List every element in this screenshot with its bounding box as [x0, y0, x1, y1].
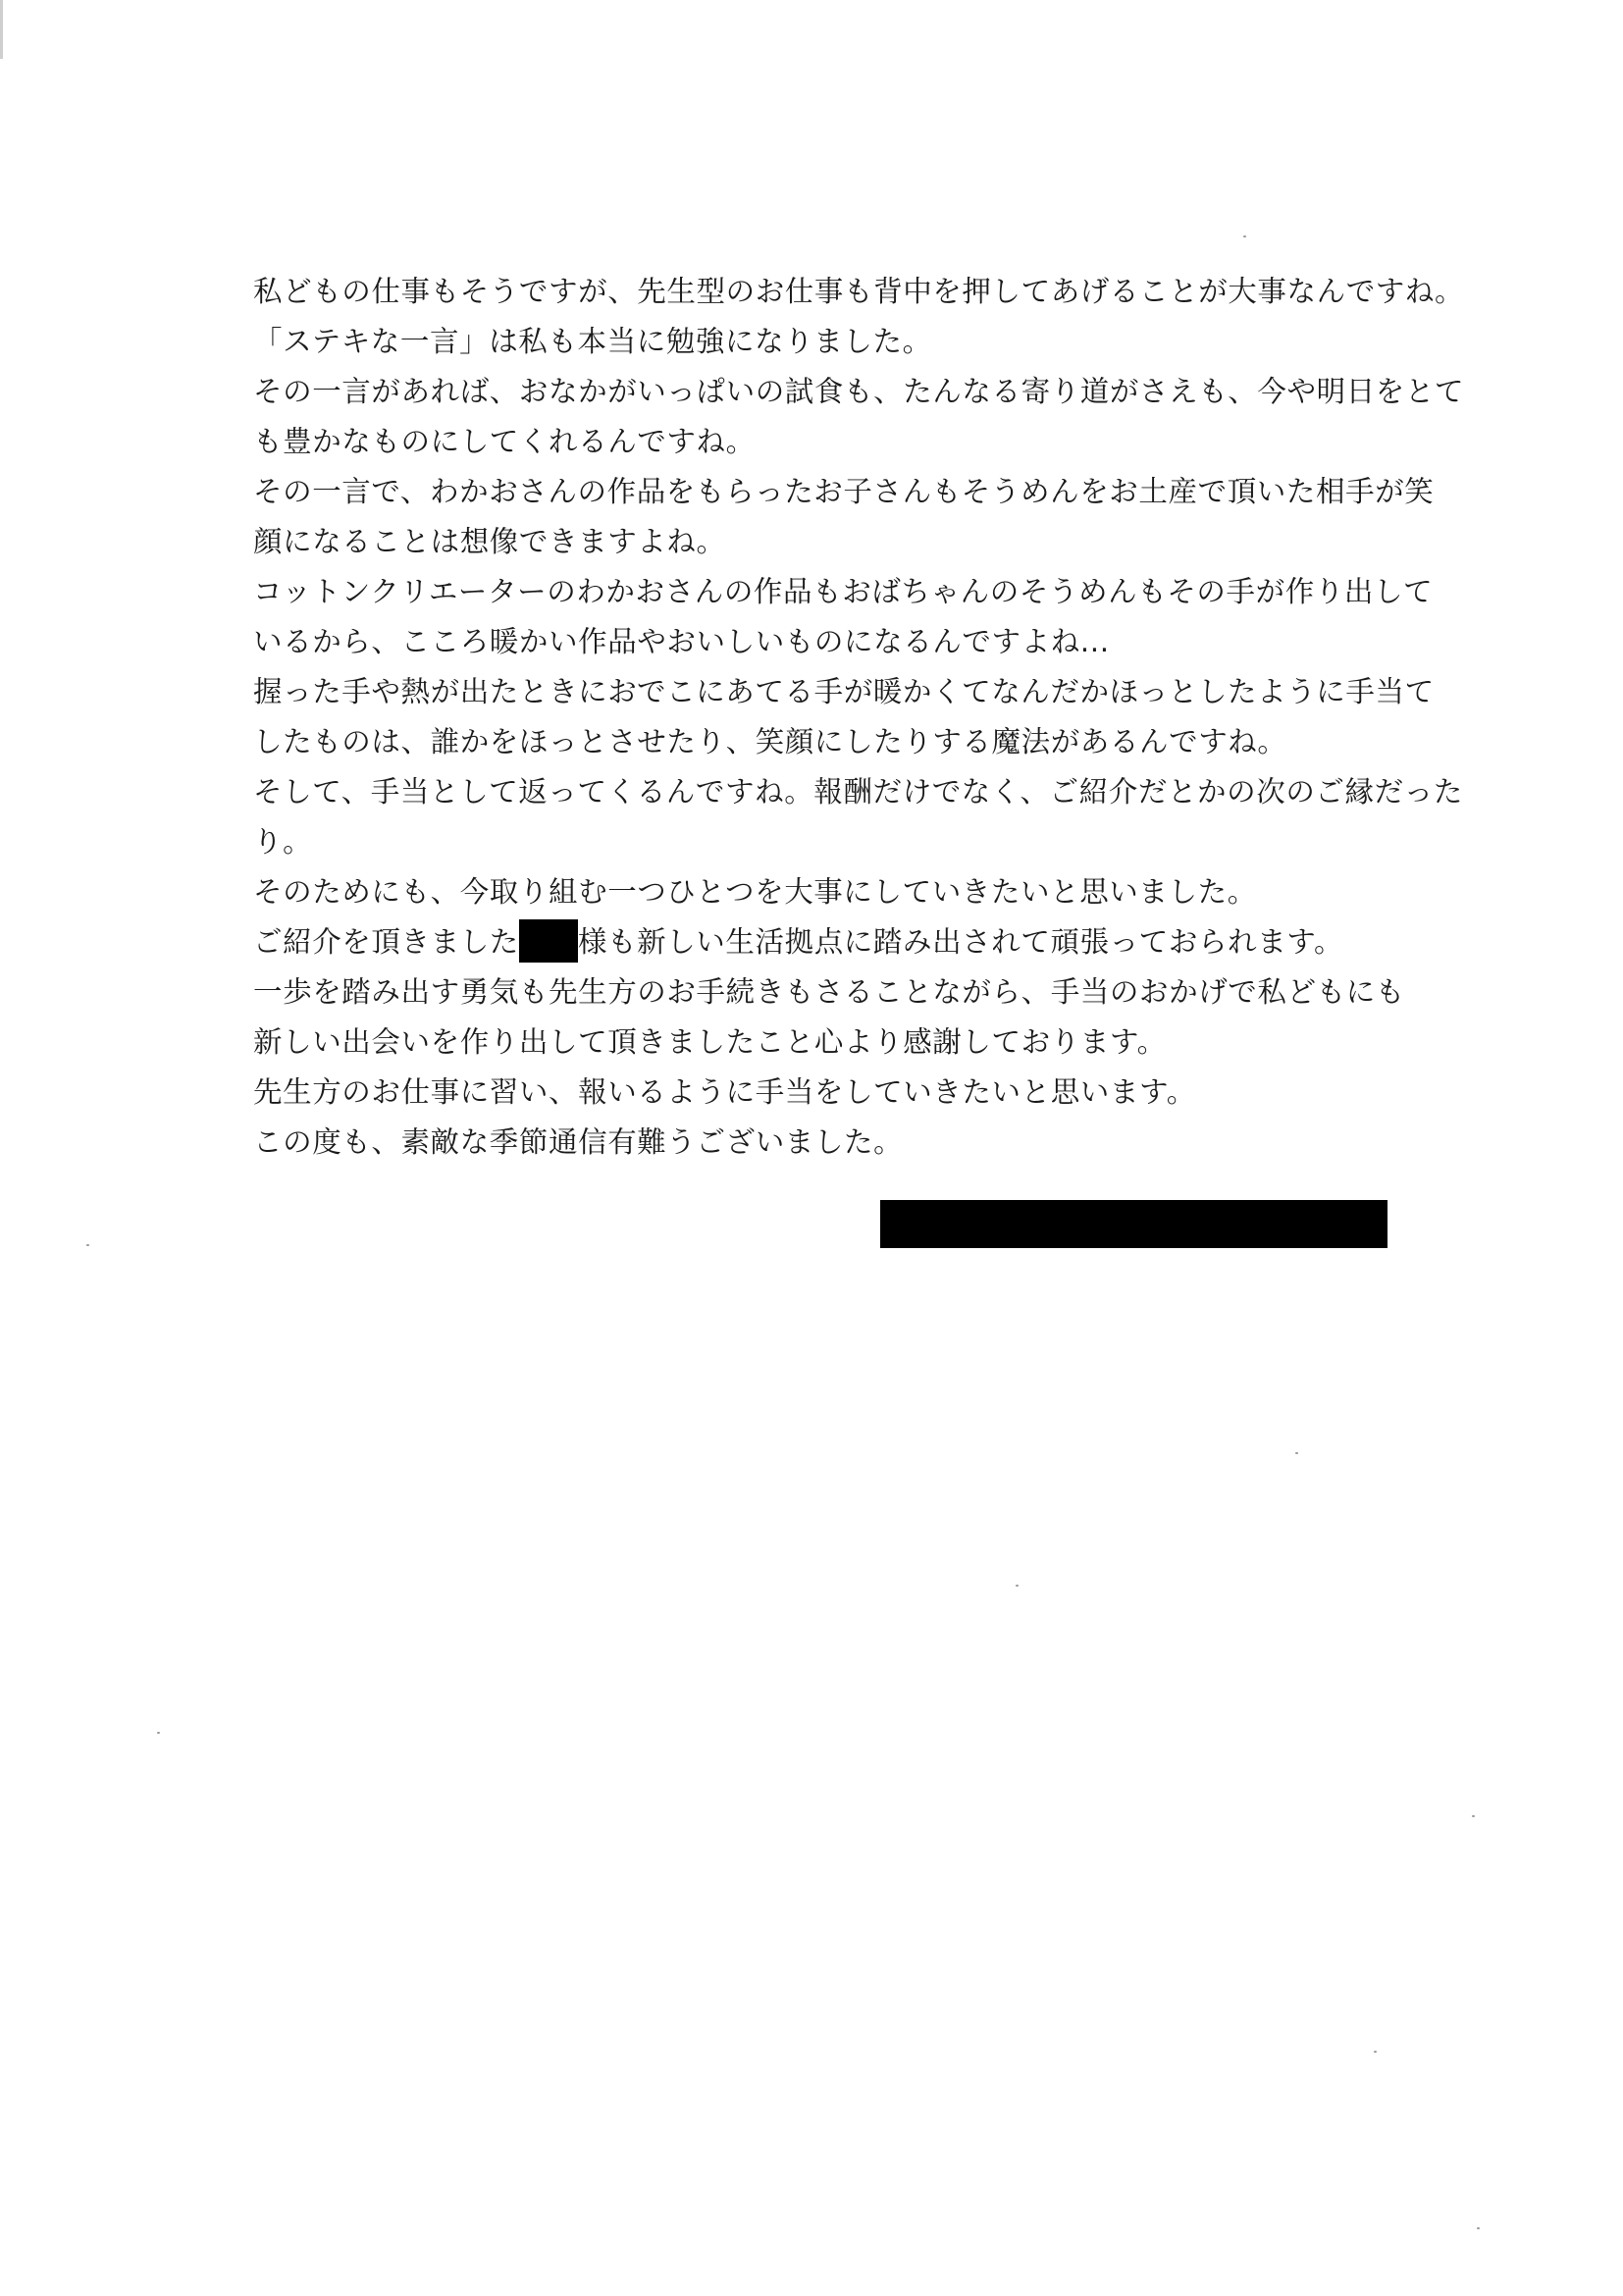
- letter-line: 「ステキな一言」は私も本当に勉強になりました。: [253, 325, 932, 358]
- letter-line: その一言があれば、おなかがいっぱいの試食も、たんなる寄り道がさえも、今や明日をとて: [253, 375, 1465, 408]
- closing-line: 新しい出会いを作り出して頂きましたこと心より感謝しております。: [253, 1025, 1167, 1059]
- letter-line: コットンクリエーターのわかおさんの作品もおばちゃんのそうめんもその手が作り出して: [253, 575, 1434, 608]
- letter-line: そして、手当として返ってくるんですね。報酬だけでなく、ご紹介だとかの次のご縁だった: [253, 775, 1463, 809]
- scan-speck: [1243, 235, 1246, 237]
- letter-line: 私どもの仕事もそうですが、先生型のお仕事も背中を押してあげることが大事なんですね。: [253, 275, 1465, 308]
- scan-speck: [1295, 1452, 1298, 1454]
- letter-line: 握った手や熱が出たときにおでこにあてる手が暖かくてなんだかほっとしたように手当て: [253, 675, 1435, 708]
- letter-line: 顔になることは想像できますよね。: [253, 525, 726, 558]
- letter-line: も豊かなものにしてくれるんですね。: [253, 425, 756, 458]
- intro-line-before: ご紹介を頂きました: [253, 925, 519, 959]
- scan-speck: [86, 1244, 89, 1246]
- scan-edge-mark: [0, 0, 3, 59]
- intro-line: [253, 917, 1421, 967]
- letter-line: そのためにも、今取り組む一つひとつを大事にしていきたいと思いました。: [253, 875, 1257, 909]
- closing-line: 一歩を踏み出す勇気も先生方のお手続きもさることながら、手当のおかげで私どもにも: [253, 975, 1405, 1009]
- scan-speck: [157, 1732, 160, 1734]
- letter-line: いるから、こころ暖かい作品やおいしいものになるんですよね...: [253, 625, 1110, 658]
- letter-line: その一言で、わかおさんの作品をもらったお子さんもそうめんをお土産で頂いた相手が笑: [253, 475, 1435, 508]
- letter-body: [253, 267, 1465, 1168]
- scan-speck: [1477, 2227, 1480, 2229]
- letter-line: したものは、誰かをほっとさせたり、笑顔にしたりする魔法があるんですね。: [253, 725, 1287, 758]
- scan-speck: [1016, 1585, 1019, 1587]
- closing-line: この度も、素敵な季節通信有難うございました。: [253, 1125, 904, 1159]
- name-redaction: [519, 919, 578, 963]
- intro-line-after: 様も新しい生活拠点に踏み出されて頑張っておられます。: [577, 925, 1344, 959]
- closing-line: 先生方のお仕事に習い、報いるように手当をしていきたいと思います。: [253, 1075, 1196, 1109]
- letter-line: り。: [253, 825, 313, 859]
- scan-speck: [1472, 1815, 1475, 1817]
- signature-redaction: [880, 1200, 1387, 1248]
- scan-speck: [1374, 2051, 1377, 2053]
